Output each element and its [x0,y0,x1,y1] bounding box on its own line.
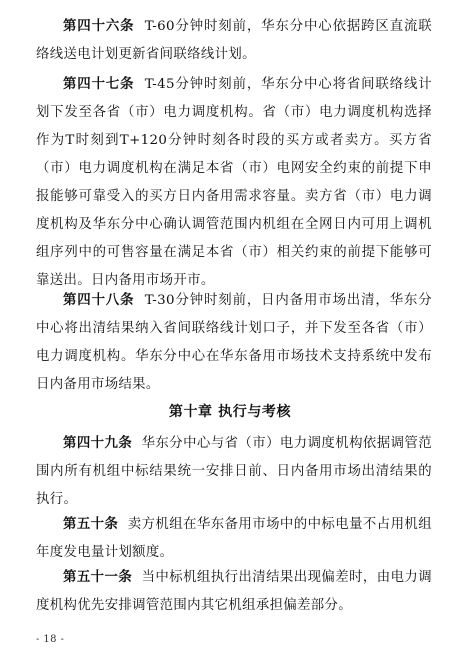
article-label: 第四十六条 [63,18,135,34]
chapter-heading: 第十章 执行与考核 [168,404,292,420]
article-text: 华东分中心与省（市）电力调度机构依据调管范围内所有机组中标结果统一安排日前、日内备用市场出清结果的执行。 [36,436,432,507]
article-label: 第四十七条 [63,76,135,92]
article-label: 第四十八条 [63,292,135,308]
article-text: T-60分钟时刻前，华东分中心依据跨区直流联络线送电计划更新省间联络线计划。 [36,19,433,62]
article-label: 第五十一条 [63,569,133,585]
page-number: - 18 - [36,634,65,645]
article-text: T-45分钟时刻前，华东分中心将省间联络线计划下发至各省（市）电力调度机构。省（市）电力调度机构选择作为T时刻到T+120分钟时刻各时段的买方或者卖方。买方省（市）电力调度机构在满足本省（市）电网安全约束的前提下申报能够可靠受入的买方日内备用需求容量。卖方省（市）电力调度机构及华东分中心确认调管范围内机组在全网日内可用上调机组序列中的可售容量在满足本省（市）相关约束的前提下能够可靠送出。日内备用市场开市。 [36,77,433,288]
article-51 [36,563,432,620]
article-46 [36,12,432,69]
article-label: 第五十条 [63,516,119,532]
article-48 [36,286,432,399]
article-50 [36,510,432,567]
article-49 [36,429,432,514]
article-text: 当中标机组执行出清结果出现偏差时，由电力调度机构优先安排调管范围内其它机组承担偏差部分。 [36,570,432,613]
article-47 [36,70,432,295]
article-text: T-30分钟时刻前，日内备用市场出清，华东分中心将出清结果纳入省间联络线计划口子，并下发至各省（市）电力调度机构。华东分中心在华东备用市场技术支持系统中发布日内备用市场结果。 [36,293,433,392]
article-text: 卖方机组在华东备用市场中的中标电量不占用机组年度发电量计划额度。 [36,517,432,560]
article-label: 第四十九条 [63,435,133,451]
